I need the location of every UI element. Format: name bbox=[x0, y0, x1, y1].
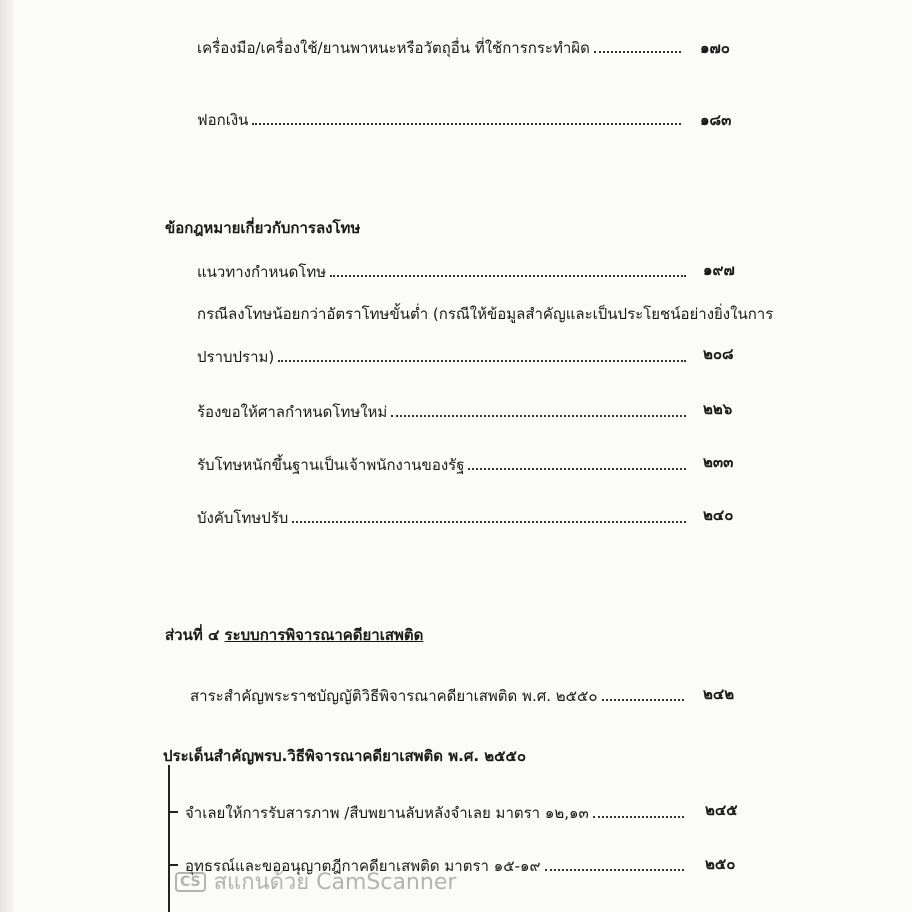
entry-title: เครื่องมือ/เครื่องใช้/ยานพาหนะหรือวัตถุอื่น ที่ใช้การกระทำผิด bbox=[197, 39, 590, 57]
leader-dots bbox=[545, 869, 685, 871]
leader-dots bbox=[594, 51, 681, 53]
part-label: ส่วนที่ ๔ bbox=[165, 626, 220, 644]
entry-page: ๒๕๐ bbox=[705, 855, 736, 873]
entry-page: ๒๓๓ bbox=[703, 453, 734, 471]
entry-title: ร้องขอให้ศาลกำหนดโทษใหม่ bbox=[197, 403, 388, 421]
toc-entry-continued bbox=[197, 345, 692, 369]
leader-dots bbox=[292, 521, 686, 523]
leader-dots bbox=[330, 275, 686, 277]
leader-dots bbox=[391, 415, 686, 417]
leader-dots bbox=[468, 468, 686, 470]
page-edge bbox=[0, 0, 14, 912]
toc-entry bbox=[197, 302, 773, 326]
leader-dots bbox=[252, 123, 681, 125]
camscanner-logo-icon: CS bbox=[175, 872, 206, 892]
section-heading: ประเด็นสำคัญพรบ.วิธีพิจารณาคดียาเสพติด พ.ศ. ๒๕๕๐ bbox=[163, 747, 527, 765]
entry-title: แนวทางกำหนดโทษ bbox=[197, 263, 327, 281]
entry-title: กรณีลงโทษน้อยกว่าอัตราโทษขั้นต่ำ (กรณีให้ข้อมูลสำคัญและเป็นประโยชน์อย่างยิ่งในการ bbox=[197, 305, 774, 323]
leader-dots bbox=[278, 360, 686, 362]
tree-branch bbox=[168, 811, 178, 813]
toc-entry bbox=[197, 506, 692, 530]
leader-dots bbox=[602, 699, 684, 701]
toc-entry bbox=[197, 108, 687, 132]
entry-title: สาระสำคัญพระราชบัญญัติวิธีพิจารณาคดียาเสพติด พ.ศ. ๒๕๕๐ bbox=[190, 687, 598, 705]
entry-page: ๑๗๐ bbox=[700, 39, 730, 57]
leader-dots bbox=[593, 816, 684, 818]
toc-entry bbox=[197, 453, 692, 477]
entry-page: ๑๘๓ bbox=[700, 111, 732, 129]
toc-entry bbox=[197, 400, 692, 424]
entry-title: อุทธรณ์และขออนุญาตฎีกาคดียาเสพติด มาตรา ๑๕-๑๙ bbox=[185, 857, 541, 875]
entry-page: ๒๐๘ bbox=[703, 345, 734, 363]
entry-page: ๒๔๒ bbox=[703, 685, 735, 703]
entry-title: ฟอกเงิน bbox=[197, 111, 249, 129]
part-heading bbox=[165, 623, 423, 647]
entry-page: ๑๙๗ bbox=[703, 261, 735, 279]
entry-page: ๒๔๐ bbox=[703, 506, 734, 524]
toc-entry bbox=[190, 684, 690, 708]
toc-entry bbox=[185, 801, 690, 825]
tree-line bbox=[168, 765, 170, 912]
entry-title: ปราบปราม) bbox=[197, 348, 275, 366]
toc-entry bbox=[197, 260, 692, 284]
entry-title: รับโทษหนักขึ้นฐานเป็นเจ้าพนักงานของรัฐ bbox=[197, 456, 465, 474]
camscanner-watermark bbox=[175, 864, 456, 899]
entry-title: จำเลยให้การรับสารภาพ /สืบพยานลับหลังจำเลย มาตรา ๑๒,๑๓ bbox=[185, 804, 589, 822]
entry-title: บังคับโทษปรับ bbox=[197, 509, 289, 527]
section-heading: ข้อกฎหมายเกี่ยวกับการลงโทษ bbox=[165, 219, 361, 237]
part-title: ระบบการพิจารณาคดียาเสพติด bbox=[224, 626, 424, 644]
toc-entry bbox=[197, 36, 687, 60]
entry-page: ๒๔๕ bbox=[705, 801, 738, 819]
entry-page: ๒๒๖ bbox=[703, 400, 733, 418]
watermark-text: สแกนด้วย CamScanner bbox=[213, 870, 457, 895]
